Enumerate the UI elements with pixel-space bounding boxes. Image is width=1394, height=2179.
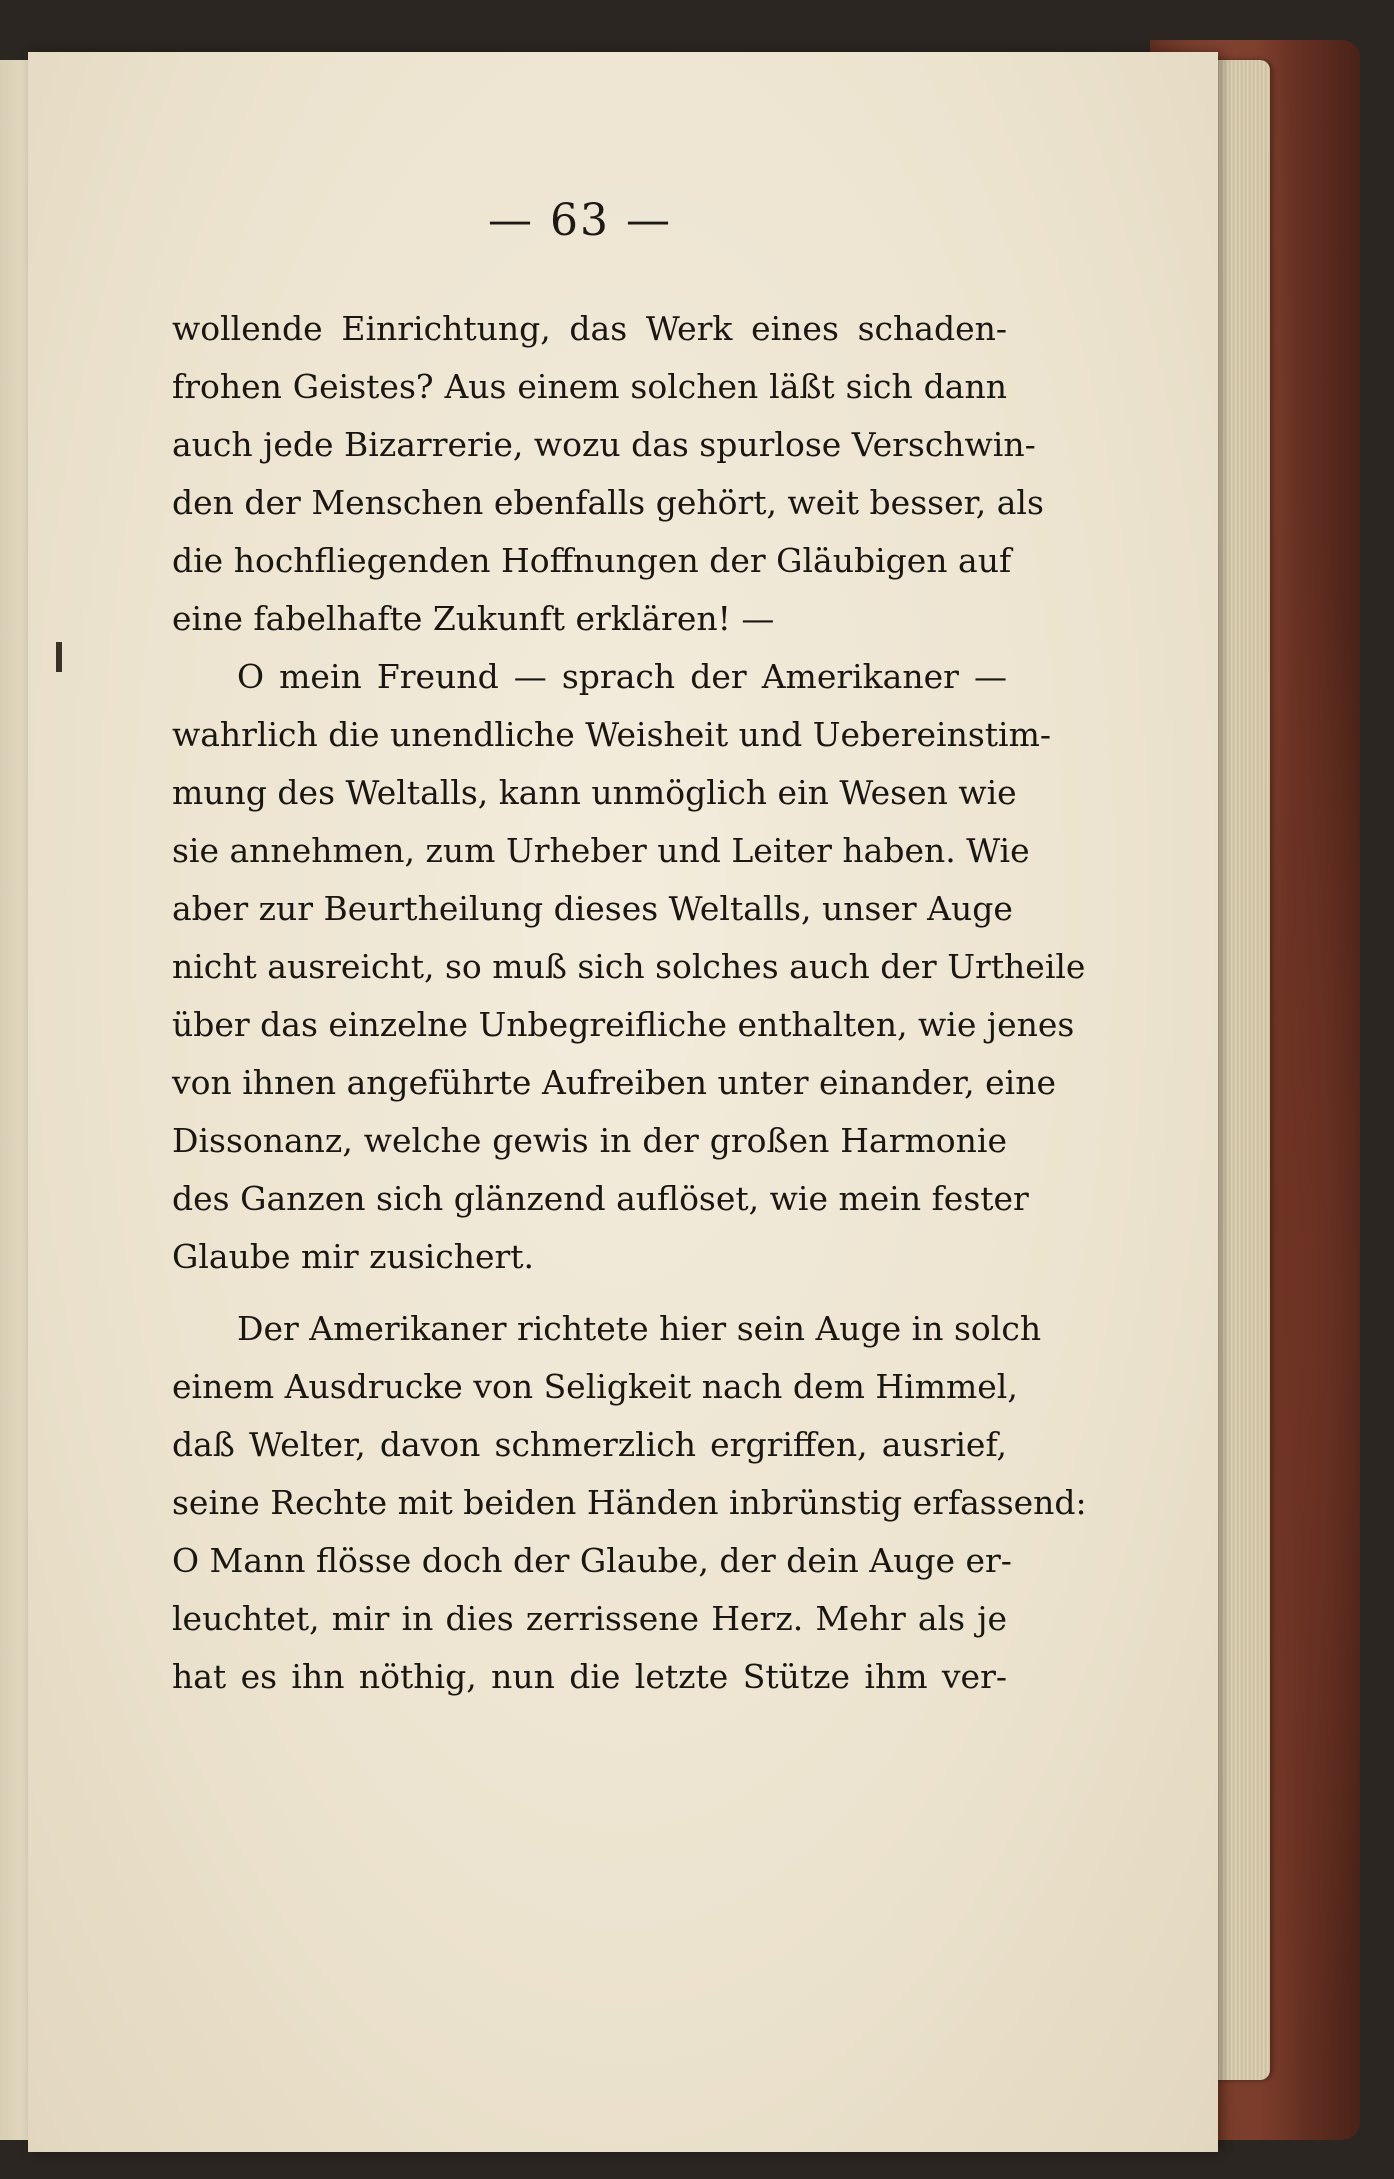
text-line: Glaube mir zusichert. [172, 1237, 535, 1276]
text-line: leuchtet, mir in dies zerrissene Herz. Mehr als je [172, 1599, 1007, 1638]
text-line: frohen Geistes? Aus einem solchen läßt sich dann [172, 367, 1007, 406]
text-line: Dissonanz, welche gewis in der großen Harmonie [172, 1121, 1007, 1160]
text-line: eine fabelhafte Zukunft erklären! — [172, 599, 775, 638]
margin-mark [56, 642, 62, 672]
text-line: daß Welter, davon schmerzlich ergriffen, ausrief, [172, 1425, 1007, 1464]
text-line: mung des Weltalls, kann unmöglich ein Wesen wie [172, 773, 1017, 812]
text-line: des Ganzen sich glänzend auflöset, wie mein fester [172, 1179, 1029, 1218]
text-line: O Mann flösse doch der Glaube, der dein Auge er- [172, 1541, 1012, 1580]
text-line: sie annehmen, zum Urheber und Leiter haben. Wie [172, 831, 1030, 870]
text-line: von ihnen angeführte Aufreiben unter einander, eine [172, 1063, 1056, 1102]
text-line: wahrlich die unendliche Weisheit und Uebereinstim- [172, 715, 1052, 754]
text-line: aber zur Beurtheilung dieses Weltalls, unser Auge [172, 889, 1013, 928]
text-line: hat es ihn nöthig, nun die letzte Stütze ihm ver- [172, 1657, 1007, 1696]
text-line: seine Rechte mit beiden Händen inbrünstig erfassend: [172, 1483, 1087, 1522]
text-line: wollende Einrichtung, das Werk eines schaden- [172, 309, 1007, 348]
text-line: nicht ausreicht, so muß sich solches auch der Urtheile [172, 947, 1086, 986]
text-line: den der Menschen ebenfalls gehört, weit besser, als [172, 483, 1044, 522]
text-line: über das einzelne Unbegreifliche enthalten, wie jenes [172, 1005, 1075, 1044]
text-line: die hochfliegenden Hoffnungen der Gläubigen auf [172, 541, 1012, 580]
body-text [172, 300, 1087, 1706]
text-line: auch jede Bizarrerie, wozu das spurlose Verschwin- [172, 425, 1036, 464]
text-line: Der Amerikaner richtete hier sein Auge in solch [237, 1309, 1042, 1348]
text-line: O mein Freund — sprach der Amerikaner — [237, 657, 1007, 696]
page-number: — 63 — [488, 195, 672, 246]
text-line: einem Ausdrucke von Seligkeit nach dem Himmel, [172, 1367, 1018, 1406]
